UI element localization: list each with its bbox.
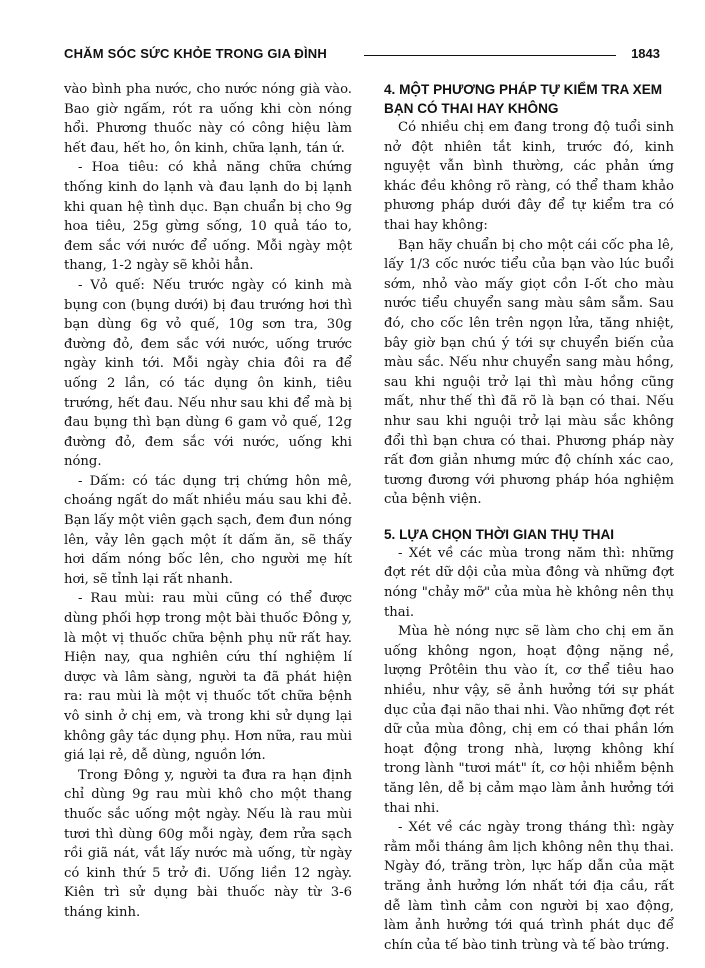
paragraph: Trong Đông y, người ta đưa ra hạn định chỉ dùng 9g rau mùi khô cho một thang thuốc sắc uống một ngày. Nếu là rau mùi tươi thì dùng 60g mỗi ngày, đem rửa sạch rồi giã nát, vắt lấy nước mà uống, từ ngày có kinh thứ 5 trở đi. Uống liền 12 ngày. Kiên trì sử dụng bài thuốc này từ 3-6 tháng kinh. [64, 767, 352, 920]
right-column [384, 80, 674, 955]
header-title: CHĂM SÓC SỨC KHỎE TRONG GIA ĐÌNH [64, 46, 327, 61]
paragraph: Mùa hè nóng nực sẽ làm cho chị em ăn uống không ngon, hoạt động nặng nề, lượng Prôtêin thu vào ít, cơ thể tiêu hao nhiều, như vậy, sẽ ảnh hưởng tới sự phát dục của đại não thai nhi. Vào những đợt rét dữ của mùa đông, chị em có thai phần lớn hoạt động trong nhà, lượng không khí trong lành "tươi mát" ít, cơ hội nhiễm bệnh tăng lên, dễ bị cảm mạo làm ảnh hưởng tới thai nhi. [384, 624, 674, 816]
paragraph: Có nhiều chị em đang trong độ tuổi sinh nở đột nhiên tắt kinh, trước đó, kinh nguyệt vẫn bình thường, các phản ứng khác đều không rõ ràng, có thể tham khảo phương pháp dưới đây để tự kiểm tra có thai hay không: [384, 120, 674, 233]
left-column [64, 80, 352, 923]
paragraph: - Hoa tiêu: có khả năng chữa chứng thống kinh do lạnh và đau lạnh do bị lạnh khi quan hệ tình dục. Bạn chuẩn bị cho 9g hoa tiêu, 25g gừng sống, 10 quả táo to, đem sắc với nước để uống. Mỗi ngày một thang, 1-2 ngày sẽ khỏi hẳn. [64, 160, 352, 274]
paragraph: - Vỏ quế: Nếu trước ngày có kinh mà bụng con (bụng dưới) bị đau trướng hơi thì bạn dùng 6g vỏ quế, 10g sơn tra, 30g đường đỏ, đem sắc với nước, uống trước ngày kinh tới. Mỗi ngày chia đôi ra để uống 2 lần, có tác dụng ôn kinh, tiêu trướng, hết đau. Nếu như sau khi để mà bị đau bụng thì bạn dùng 6 gam vỏ quế, 12g đường đỏ, đem sắc với nước, uống khi nóng. [64, 277, 352, 470]
paragraph: vào bình pha nước, cho nước nóng già vào. Bao giờ ngấm, rót ra uống khi còn nóng hổi. Phương thuốc này có công hiệu làm hết đau, hết ho, ôn kinh, chữa lạnh, tán ứ. [64, 82, 352, 156]
section-heading: 5. LỰA CHỌN THỜI GIAN THỤ THAI [384, 526, 615, 542]
paragraph: - Xét về các ngày trong tháng thì: ngày rằm mỗi tháng âm lịch không nên thụ thai. Ngày đó, trăng tròn, lực hấp dẫn của mặt trăng ảnh hưởng lớn nhất tới địa cầu, rất dễ làm tình cảm con người bị xao động, làm ảnh hưởng tới quá trình phát dục để chín của tế bào tinh trùng và tế bào trứng. [384, 820, 674, 953]
paragraph: - Xét về các mùa trong năm thì: những đợt rét dữ dội của mùa đông và những đợt nóng "chảy mỡ" của mùa hè không nên thụ thai. [384, 545, 674, 620]
running-header [64, 46, 660, 64]
paragraph: - Dấm: có tác dụng trị chứng hôn mê, choáng ngất do mất nhiều máu sau khi đẻ. Bạn lấy một viên gạch sạch, đem đun nóng lên, vảy lên gạch một ít dấm ăn, sẽ thấy hơi dấm nóng bốc lên, cho người mẹ hít hơi, sẽ tỉnh lại rất nhanh. [64, 473, 352, 587]
section-heading: 4. MỘT PHƯƠNG PHÁP TỰ KIỂM TRA XEM BẠN CÓ THAI HAY KHÔNG [384, 82, 663, 116]
paragraph: Bạn hãy chuẩn bị cho một cái cốc pha lê, lấy 1/3 cốc nước tiểu của bạn vào lúc buổi sớm, nhỏ vào mấy giọt cồn I-ốt cho màu nước tiểu chuyển sang màu sâm sẫm. Sau đó, cho cốc lên trên ngọn lửa, tăng nhiệt, bây giờ bạn chú ý tới sự chuyển biến của màu sắc. Nếu như chuyển sang màu hồng, sau khi nguội trở lại thì màu hồng cũng mất, như thế thì đã rõ là bạn có thai. Nếu như sau khi nguội trở lại màu sắc không đổi thì bạn chưa có thai. Phương pháp này rất đơn giản nhưng mức độ chính xác cao, tương đương với phương pháp hóa nghiệm của bệnh viện. [384, 237, 674, 508]
page-number: 1843 [631, 46, 660, 61]
header-rule [364, 55, 616, 56]
paragraph: - Rau mùi: rau mùi cũng có thể được dùng phối hợp trong một bài thuốc Đông y, là một vị thuốc chữa bệnh phụ nữ rất hay. Hiện nay, qua nghiên cứu thí nghiệm lí dược và lâm sàng, người ta đã phát hiện ra: rau mùi là một vị thuốc tốt chữa bệnh vô sinh ở chị em, và trong khi sử dụng lại không gây tác dụng phụ. Hơn nữa, rau mùi giá lại rẻ, dễ dùng, nguồn lớn. [64, 591, 352, 764]
